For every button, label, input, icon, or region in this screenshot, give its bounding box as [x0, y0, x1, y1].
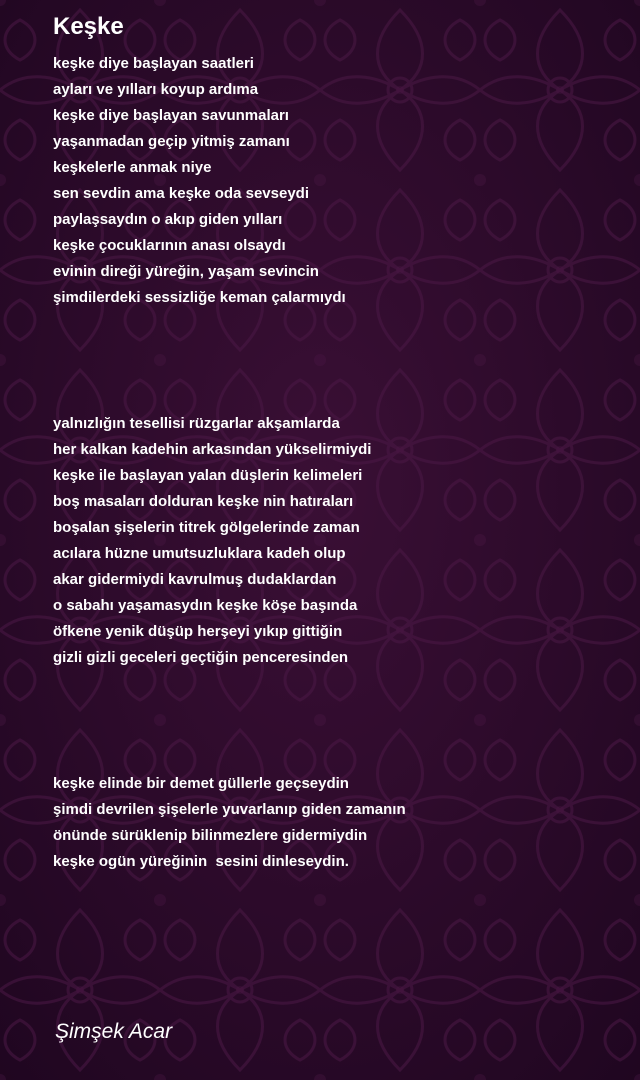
- poem-line: keşke ile başlayan yalan düşlerin kelimeleri: [53, 467, 363, 484]
- poem-line: keşke diye başlayan saatleri: [53, 55, 254, 72]
- poem-line: önünde sürüklenip bilinmezlere gidermiydin: [53, 827, 368, 844]
- poem-line: keşkelerle anmak niye: [53, 159, 212, 176]
- poem-line: o sabahı yaşamasydın keşke köşe başında: [53, 597, 358, 614]
- poem-line: gizli gizli geceleri geçtiğin penceresinden: [53, 649, 349, 666]
- poem-line: öfkene yenik düşüp herşeyi yıkıp gittiğin: [53, 623, 343, 640]
- poem-line: yalnızlığın tesellisi rüzgarlar akşamlarda: [53, 415, 340, 432]
- poem-author: Şimşek Acar: [55, 1020, 173, 1043]
- poem-line: paylaşsaydın o akıp giden yılları: [53, 211, 283, 228]
- stanza-1: [53, 51, 346, 311]
- poem-line: boşalan şişelerin titrek gölgelerinde zaman: [53, 519, 360, 536]
- poem-line: evinin direği yüreğin, yaşam sevincin: [53, 263, 319, 280]
- stanza-3: [53, 771, 406, 875]
- poem-line: şimdilerdeki sessizliğe keman çalarmıydı: [53, 289, 346, 306]
- poem-line: şimdi devrilen şişelerle yuvarlanıp giden zamanın: [53, 801, 406, 818]
- poem-title: Keşke: [53, 13, 124, 40]
- poem-line: keşke ogün yüreğinin sesini dinleseydin.: [53, 853, 349, 870]
- poem-line: keşke diye başlayan savunmaları: [53, 107, 289, 124]
- poem-line: boş masaları dolduran keşke nin hatıraları: [53, 493, 354, 510]
- poem-line: yaşanmadan geçip yitmiş zamanı: [53, 133, 290, 150]
- poem-line: her kalkan kadehin arkasından yükselirmiydi: [53, 441, 372, 458]
- stanza-2: [53, 411, 371, 671]
- poem-line: ayları ve yılları koyup ardıma: [53, 81, 259, 98]
- poem-line: keşke çocuklarının anası olsaydı: [53, 237, 286, 254]
- poem-line: acılara hüzne umutsuzluklara kadeh olup: [53, 545, 346, 562]
- poem-line: akar gidermiydi kavrulmuş dudaklardan: [53, 571, 337, 588]
- poem-line: keşke elinde bir demet güllerle geçseydin: [53, 775, 349, 792]
- poem-line: sen sevdin ama keşke oda sevseydi: [53, 185, 309, 202]
